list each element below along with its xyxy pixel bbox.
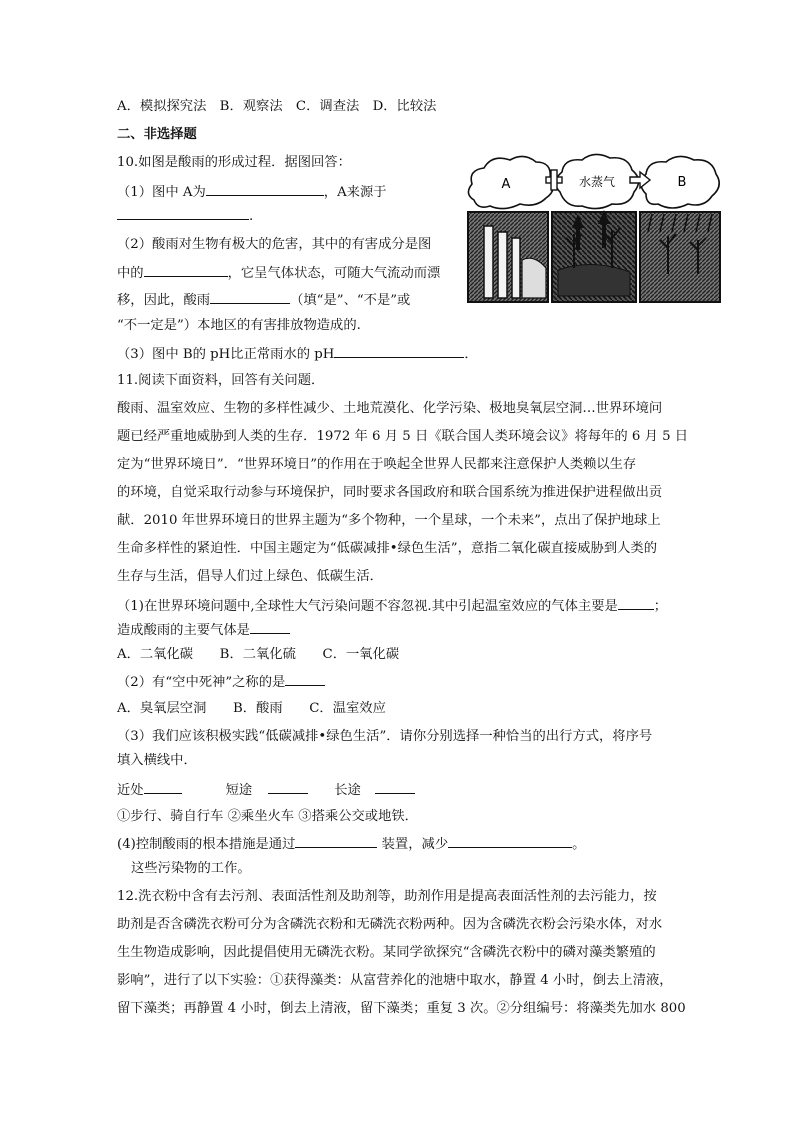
q11-part4-text-a: (4)控制酸雨的根本措施是通过 [117, 837, 296, 852]
answer-blank[interactable] [618, 596, 654, 610]
section-heading: 二、非选择题 [117, 127, 197, 142]
q10-part3-text-a: （3）图中 B的 pH比正常雨水的 pH [117, 347, 335, 362]
q10-part3 [117, 344, 478, 364]
q10-part1 [117, 182, 387, 202]
answer-blank[interactable] [117, 206, 249, 220]
factory-building-icon [522, 258, 546, 298]
q11-part3-line1: （3）我们应该积极实践“低碳减排•绿色生活”．请你分别选择一种恰当的出行方式，将序号 [117, 729, 653, 744]
answer-blank[interactable] [210, 290, 290, 304]
near-label: 近处 [117, 783, 144, 798]
q11-part2-options: A．臭氧层空洞 B．酸雨 C．温室效应 [117, 701, 386, 716]
q11-passage-line: 的环境，自觉采取行动参与环境保护，同时要求各国政府和联合国系统为推进保护进程做出贡 [117, 485, 663, 500]
q12-line: 留下藻类；再静置 4 小时，倒去上清液，留下藻类；重复 3 次。②分组编号：将藻类先加水 800 [117, 1001, 686, 1016]
q11-passage-line: 献．2010 年世界环境日的世界主题为“多个物种，一个星球，一个未来”，点出了保护地球上 [117, 513, 661, 528]
answer-blank[interactable] [295, 834, 377, 848]
q11-part4-text-c: 。 [572, 837, 586, 852]
q11-stem: 11.阅读下面资料，回答有关问题． [117, 373, 325, 388]
q10-part2-text-e: （填“是”、“不是”或 [290, 293, 411, 308]
q12-line: 影响”，进行了以下实验：①获得藻类：从富营养化的池塘中取水，静置 4 小时，倒去上清液， [117, 973, 673, 988]
q10-part2-text-c: ，它呈气体状态，可随大气流动而漂 [227, 266, 441, 281]
q10-part2-text-d: 移，因此，酸雨 [117, 293, 211, 308]
answer-blank[interactable] [448, 834, 572, 848]
q11-passage-line: 定为“世界环境日”．“世界环境日”的作用在于唤起全世界人民都来注意保护人类赖以生存 [117, 457, 637, 472]
q12-line: 助剂是否含磷洗衣粉可分为含磷洗衣粉和无磷洗衣粉两种。因为含磷洗衣粉会污染水体，对水 [117, 917, 663, 932]
q10-part1-text-a: （1）图中 A为 [117, 185, 206, 200]
answer-blank[interactable] [144, 263, 228, 277]
q11-part1-cont [117, 620, 290, 640]
q10-part2-line2 [117, 263, 440, 283]
q11-passage-line: 生存与生活，倡导人们过上绿色、低碳生活． [117, 569, 383, 584]
q10-part2-line4: “不一定是”）本地区的有害排放物造成的. [117, 318, 361, 333]
q11-part4-cont: 这些污染物的工作。 [131, 861, 251, 876]
answer-blank[interactable] [206, 182, 324, 196]
answer-blank[interactable] [144, 780, 182, 794]
q12-line: 生生物造成影响，因此提倡使用无磷洗衣粉。某同学欲探究“含磷洗衣粉中的磷对藻类繁殖的 [117, 945, 656, 960]
answer-blank[interactable] [334, 344, 464, 358]
q11-part1-text-c: 造成酸雨的主要气体是 [117, 623, 250, 638]
q12-line: 12.洗衣粉中含有去污剂、表面活性剂及助剂等，助剂作用是提高表面活性剂的去污能力，按 [117, 889, 657, 904]
forest-ground-panel [640, 212, 720, 302]
q11-part1-text-b: ； [653, 599, 668, 614]
q11-part3-line2: 填入横线中． [117, 753, 197, 768]
answer-blank[interactable] [268, 780, 308, 794]
answer-blank[interactable] [285, 672, 325, 686]
q11-part2-text: （2）有“空中死神”之称的是 [117, 675, 286, 690]
q11-passage-line: 酸雨、温室效应、生物的多样性减少、土地荒漠化、化学污染、极地臭氧层空洞…世界环境问 [117, 401, 663, 416]
q10-part2-line3 [117, 290, 410, 310]
short-label: 短途 [225, 783, 253, 798]
answer-blank[interactable] [375, 780, 415, 794]
q10-part3-text-b: ． [464, 347, 478, 362]
q11-part1-options: A．二氧化碳 B．二氧化硫 C．一氧化碳 [117, 647, 400, 662]
answer-blank[interactable] [250, 620, 290, 634]
q11-part2 [117, 672, 325, 692]
q10-part1-text-b: ，A来源于 [323, 185, 387, 200]
travel-options: ①步行、骑自行车 ②乘坐火车 ③搭乘公交或地铁． [117, 809, 418, 824]
q11-travel-row [117, 780, 415, 800]
q10-part2-text-b: 中的 [117, 266, 144, 281]
long-label: 长途 [334, 783, 361, 798]
q10-part1-cont: . [117, 206, 253, 226]
lake-icon [558, 264, 630, 296]
figure-label-a: A [501, 177, 511, 192]
q11-passage-line: 生命多样性的紧迫性．中国主题定为“低碳减排•绿色生活”，意指二氧化碳直接威胁到人类的 [117, 541, 658, 556]
q10-part2-line1: （2）酸雨对生物有极大的危害，其中的有害成分是图 [117, 237, 432, 252]
q11-part1 [117, 596, 667, 616]
figure-label-b: B [677, 175, 687, 190]
cloud-a-icon [468, 156, 553, 208]
figure-label-vapor: 水蒸气 [578, 175, 616, 189]
q11-part4 [117, 834, 585, 854]
q11-part4-text-b: 装置，减少 [377, 837, 449, 852]
q10-stem: 10.如图是酸雨的形成过程．据图回答： [117, 155, 351, 170]
q11-part1-text-a: （1)在世界环境问题中,全球性大气污染问题不容忽视.其中引起温室效应的气体主要是 [117, 599, 618, 614]
acid-rain-figure [462, 150, 724, 305]
q9-options: A．模拟探究法 B．观察法 C．调查法 D．比较法 [117, 99, 437, 114]
q11-passage-line: 题已经严重地威胁到人类的生存．1972 年 6 月 5 日《联合国人类环境会议》将每年的 6 月 5 日 [117, 429, 689, 444]
